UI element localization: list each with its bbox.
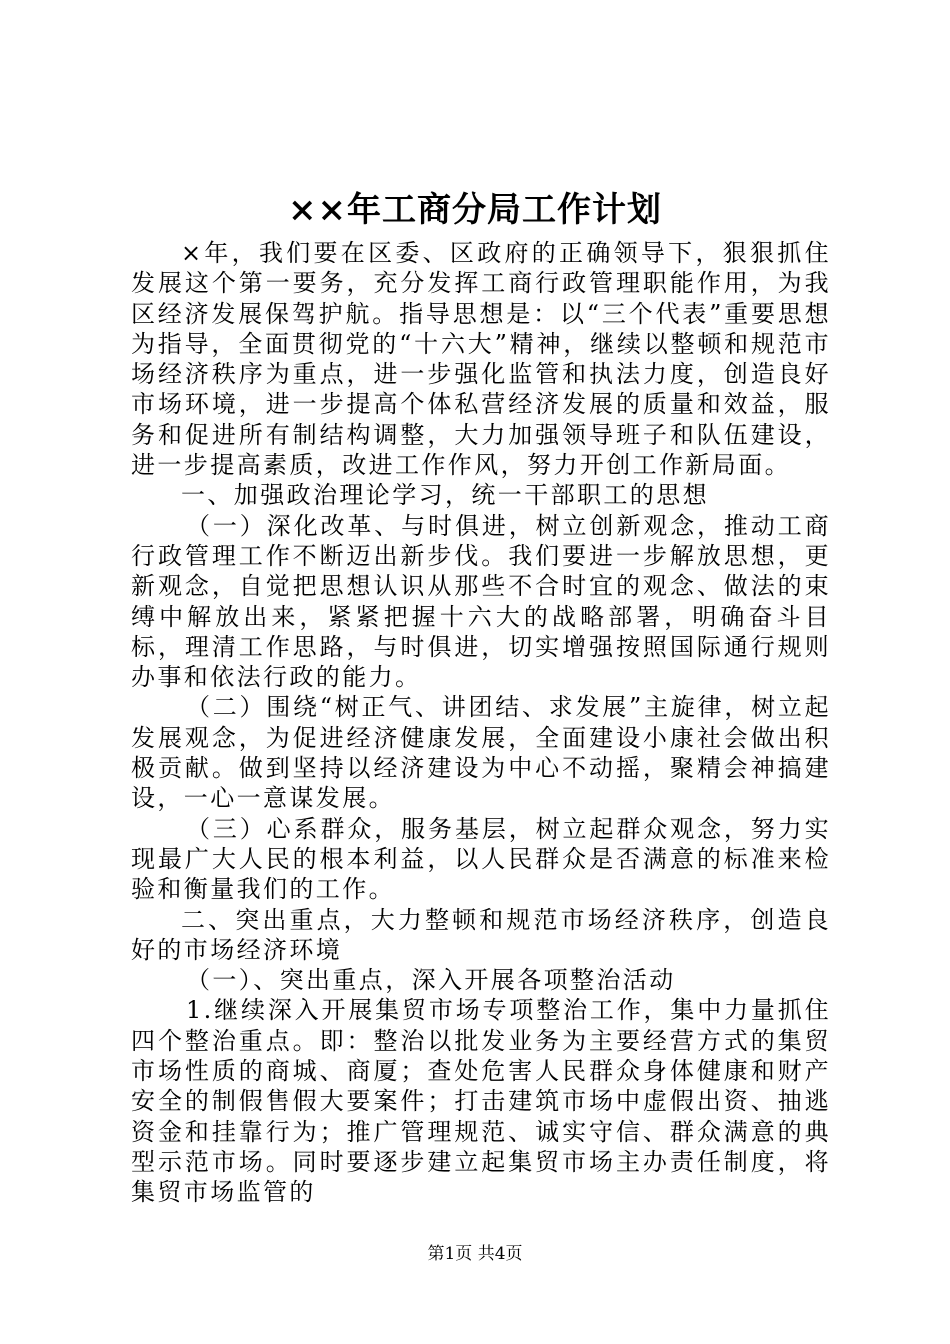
paragraph-intro: ×年，我们要在区委、区政府的正确领导下，狠狠抓住发展这个第一要务，充分发挥工商行政管理职能作用，为我区经济发展保驾护航。指导思想是：以“三个代表”重要思想为指导，全面贯彻党的“十六大”精神，继续以整顿和规范市场经济秩序为重点，进一步强化监管和执法力度，创造良好市场环境，进一步提高个体私营经济发展的质量和效益，服务和促进所有制结构调整，大力加强领导班子和队伍建设，进一步提高素质，改进工作作风，努力开创工作新局面。: [131, 239, 831, 480]
heading-section-1: 一、加强政治理论学习，统一干部职工的思想: [181, 481, 709, 510]
heading-section-2: 二、突出重点，大力整顿和规范市场经济秩序，创造良好的市场经济环境: [131, 905, 831, 964]
document-title: ××年工商分局工作计划: [288, 190, 662, 230]
paragraph-1-3: （三）心系群众，服务基层，树立起群众观念，努力实现最广大人民的根本利益，以人民群众是否满意的标准来检验和衡量我们的工作。: [131, 814, 831, 904]
document-body: [131, 238, 831, 1208]
heading-subsection-2-1: （一）、突出重点，深入开展各项整治活动: [186, 966, 676, 995]
paragraph-1-1: （一）深化改革、与时俱进，树立创新观念，推动工商行政管理工作不断迈出新步伐。我们要进一步解放思想，更新观念，自觉把思想认识从那些不合时宜的观念、做法的束缚中解放出来，紧紧把握十六大的战略部署，明确奋斗目标，理清工作思路，与时俱进，切实增强按照国际通行规则办事和依法行政的能力。: [131, 511, 831, 692]
paragraph-1-2: （二）围绕“树正气、讲团结、求发展”主旋律，树立起发展观念，为促进经济健康发展，全面建设小康社会做出积极贡献。做到坚持以经济建设为中心不动摇，聚精会神搞建设，一心一意谋发展。: [131, 693, 831, 813]
page-footer: 第1页 共4页: [427, 1244, 523, 1264]
paragraph-2-1-1: 1.继续深入开展集贸市场专项整治工作，集中力量抓住四个整治重点。即：整治以批发业务为主要经营方式的集贸市场性质的商城、商厦；查处危害人民群众身体健康和财产安全的制假售假大要案件；打击建筑市场中虚假出资、抽逃资金和挂靠行为；推广管理规范、诚实守信、群众满意的典型示范市场。同时要逐步建立起集贸市场主办责任制度，将集贸市场监管的: [131, 996, 831, 1207]
